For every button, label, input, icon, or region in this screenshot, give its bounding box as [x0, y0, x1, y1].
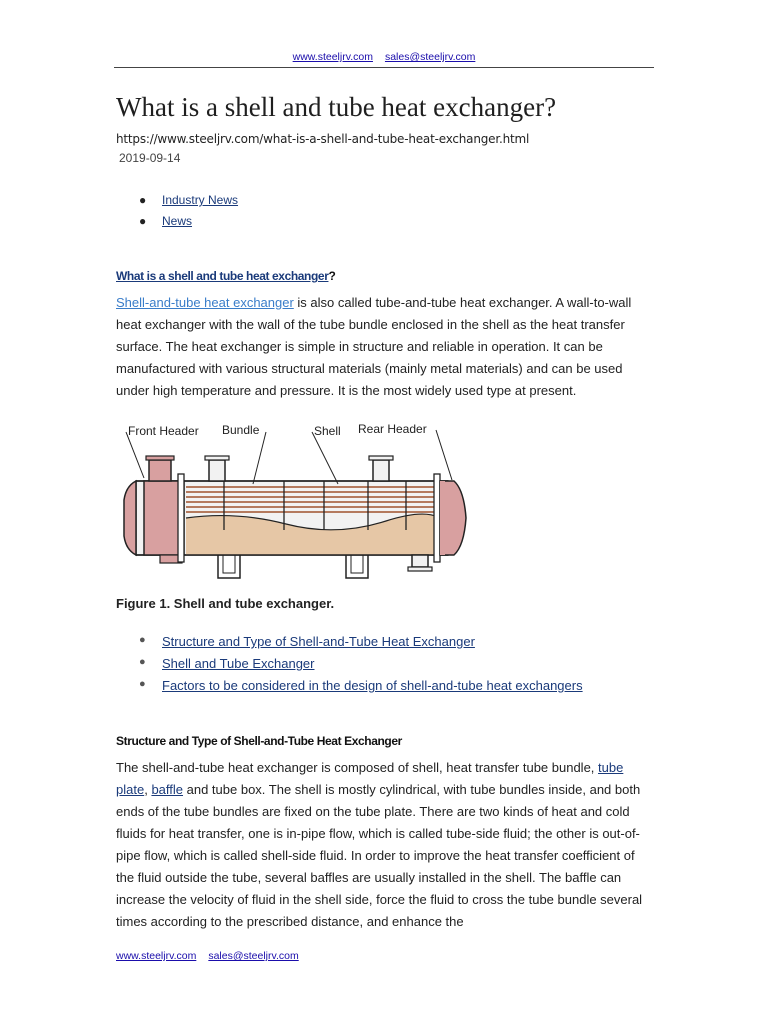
baffle-link[interactable]: baffle — [151, 782, 184, 797]
related-link[interactable]: Shell and Tube Exchanger — [162, 656, 315, 671]
label-rear-header: Rear Header — [358, 422, 427, 436]
bullet: ● — [139, 678, 146, 690]
rear-header-shape — [434, 474, 466, 562]
figure-caption: Figure 1. Shell and tube exchanger. — [116, 596, 335, 611]
page-footer — [116, 950, 299, 962]
shell-and-tube-link[interactable]: Shell-and-tube heat exchanger — [116, 295, 294, 310]
header-website-link[interactable]: www.steeljrv.com — [292, 51, 373, 63]
bullet: ● — [139, 634, 146, 646]
related-link[interactable]: Structure and Type of Shell-and-Tube Heat Exchanger — [162, 634, 475, 649]
structure-paragraph: The shell-and-tube heat exchanger is composed of shell, heat transfer tube bundle, tube plate, baffle and tube box. The shell is mostly cylindrical, with tube bundles inside, and both ends of the tube bundles are fixed on the tube plate. There are two kinds of heat and cold fluids for heat transfer, one is in-pipe flow, which is called tube-side fluid; the other is out-of-pipe flow, which is called shell-side fluid. In order to improve the heat transfer coefficient of the fluid outside the tube, several baffles are usually installed in the shell. The baffle can increase the velocity of fluid in the shell side, force the fluid to cross the tube bundle several times according to the prescribed distance, and enhance the — [116, 760, 643, 929]
saddle-supports — [218, 555, 368, 578]
section-heading-link[interactable]: What is a shell and tube heat exchanger — [116, 269, 329, 283]
label-bundle: Bundle — [222, 423, 260, 437]
intro-paragraph: Shell-and-tube heat exchanger is also called tube-and-tube heat exchanger. A wall-to-wall heat exchanger with the wall of the tube bundle enclosed in the shell as the heat transfer surface. The heat exchanger is simple in structure and reliable in operation. It can be manufactured with various structural materials (mainly metal materials) and can be used under high temperature and pressure. It is the most widely used type at present. — [116, 295, 632, 398]
header-divider — [114, 67, 654, 68]
page-header — [0, 51, 768, 63]
bullet: ● — [139, 193, 147, 207]
bullet: ● — [139, 656, 146, 668]
page-title: What is a shell and tube heat exchanger? — [116, 92, 557, 122]
tag-link-industry-news[interactable]: Industry News — [162, 193, 239, 207]
tube-plate-link[interactable]: tube plate — [116, 760, 624, 797]
section-heading: Structure and Type of Shell-and-Tube Heat Exchanger — [116, 734, 402, 748]
related-link[interactable]: Factors to be considered in the design of shell-and-tube heat exchangers — [162, 678, 583, 693]
label-shell: Shell — [314, 424, 341, 438]
header-email-link[interactable]: sales@steeljrv.com — [384, 51, 476, 63]
label-front-header: Front Header — [128, 424, 199, 438]
leader-lines — [126, 430, 452, 484]
article-date: 2019-09-14 — [119, 151, 181, 165]
footer-email-link[interactable]: sales@steeljrv.com — [208, 950, 299, 962]
bullet: ● — [139, 214, 147, 228]
footer-website-link[interactable]: www.steeljrv.com — [116, 950, 197, 962]
section-heading: What is a shell and tube heat exchanger? — [116, 269, 336, 283]
heat-exchanger-diagram — [116, 418, 656, 590]
front-header-shape — [124, 456, 184, 563]
article-url: https://www.steeljrv.com/what-is-a-shell-and-tube-heat-exchanger.html — [116, 132, 530, 146]
tag-link-news[interactable]: News — [162, 214, 193, 228]
